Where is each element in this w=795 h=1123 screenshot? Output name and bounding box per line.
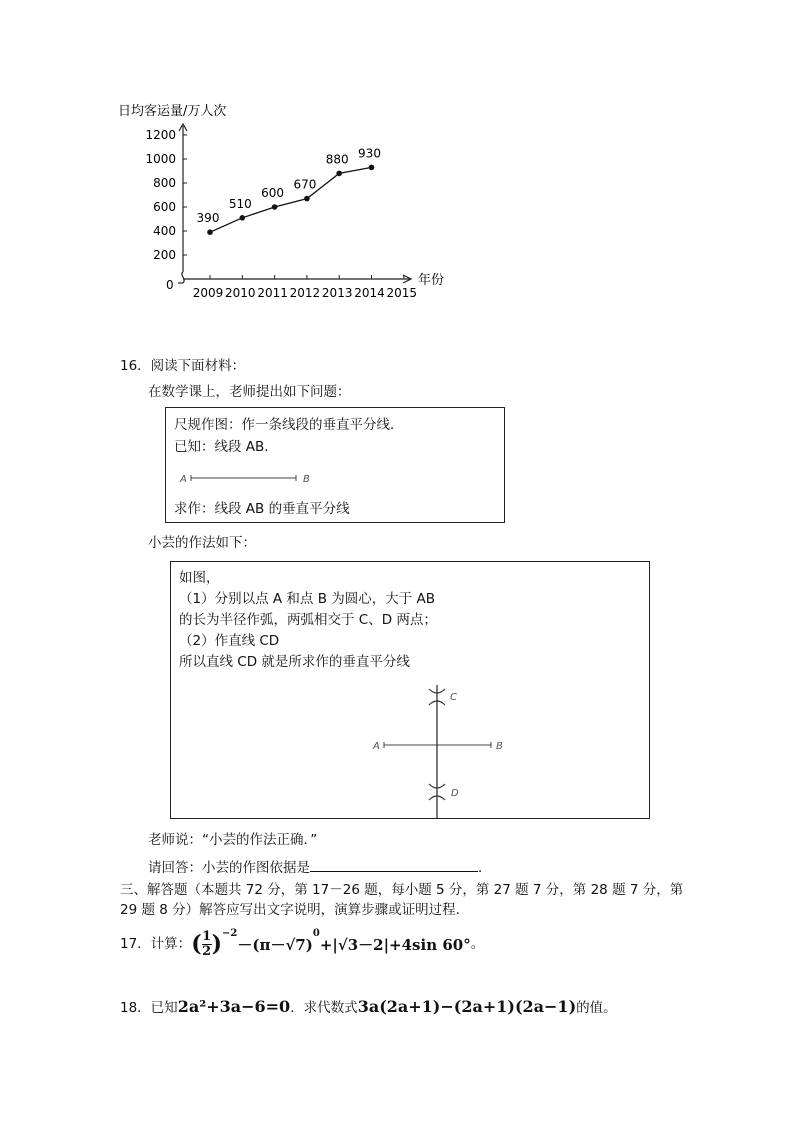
data-point: [240, 215, 246, 221]
x-tick-label: 2010: [225, 286, 256, 300]
q17-paren-open: (: [191, 931, 202, 957]
q17-exp-zero: 0: [312, 928, 320, 939]
teacher-comment: 老师说：“小芸的作法正确．”: [148, 832, 318, 848]
problem-line3: 求作：线段 AB 的垂直平分线: [174, 501, 350, 517]
data-point: [369, 165, 375, 171]
answer-blank[interactable]: [310, 858, 478, 872]
method-line3: 的长为半径作弧，两弧相交于 C、D 两点；: [179, 612, 437, 628]
q17-end: 。: [470, 936, 485, 952]
q16-intro: 在数学课上，老师提出如下问题：: [148, 384, 351, 400]
problem-box: [165, 407, 505, 523]
method-line1: 如图，: [179, 570, 220, 586]
y-tick-label: 1000: [145, 152, 176, 166]
data-label: 880: [325, 152, 349, 167]
y-tick-label: 400: [153, 224, 176, 238]
data-label: 600: [261, 186, 285, 200]
method-line5: 所以直线 CD 就是所求作的垂直平分线: [179, 654, 410, 670]
q17-number: 17．计算：: [120, 936, 192, 952]
q18-number: 18．已知: [120, 1000, 178, 1016]
q16-question-text: 请回答：小芸的作图依据是: [148, 860, 310, 876]
data-label: 670: [293, 177, 317, 192]
problem-line1: 尺规作图：作一条线段的垂直平分线．: [174, 417, 404, 433]
section3-line1: 三、解答题（本题共 72 分，第 17－26 题，每小题 5 分，第 27 题 7 分，第 28 题 7 分，第: [120, 882, 684, 898]
y-tick-label: 1200: [145, 128, 176, 142]
q18-end: 的值。: [576, 1000, 617, 1016]
q17-paren-close: ): [211, 931, 223, 957]
q17-frac-den: 2: [202, 943, 212, 959]
y-tick-label: 200: [153, 248, 176, 262]
method-intro: 小芸的作法如下：: [148, 535, 256, 551]
data-point: [304, 196, 310, 202]
q16-number: 16．阅读下面材料：: [120, 358, 246, 374]
q17-expr-part2: +|√3－2|+4sin 60°: [319, 935, 471, 954]
chart-ylabel: 日均客运量/万人次: [118, 104, 227, 119]
data-point: [272, 204, 278, 210]
data-point: [336, 171, 342, 177]
method-line2: （1）分别以点 A 和点 B 为圆心，大于 AB: [179, 591, 436, 607]
q18-equation: 2a²+3a−6=0: [177, 997, 291, 1016]
x-tick-label: 2011: [257, 286, 288, 300]
data-label: 510: [228, 196, 252, 211]
fig-label-c: C: [450, 692, 457, 703]
q18-middle: ．求代数式: [290, 1000, 358, 1016]
q16-question: [148, 858, 492, 877]
label-a: A: [180, 474, 187, 485]
y-tick-label: 600: [153, 200, 176, 214]
chart-origin-label: 0: [166, 278, 174, 292]
y-axis-break: [182, 272, 184, 283]
data-label: 390: [196, 211, 220, 226]
method-box: [170, 561, 650, 819]
fig-label-d: D: [451, 788, 459, 799]
label-b: B: [303, 474, 310, 485]
data-label: 930: [358, 146, 381, 161]
q17-expr-part1: －(π－√7): [237, 935, 313, 954]
x-tick-label: 2014: [354, 286, 385, 300]
x-tick-label: 2012: [289, 286, 321, 300]
y-tick-label: 800: [153, 176, 176, 190]
passenger-volume-chart: [0, 0, 795, 320]
q17-exp-neg2: −2: [222, 928, 238, 939]
q18-expression: 3a(2a+1)−(2a+1)(2a−1): [357, 997, 577, 1016]
q18: [120, 997, 617, 1017]
chart-xlabel: 年份: [418, 273, 445, 288]
section3-line2: 29 题 8 分）解答应写出文字说明，演算步骤或证明过程．: [120, 902, 470, 918]
q17-frac-num: 1: [202, 928, 212, 944]
perpendicular-bisector-figure: [361, 680, 511, 820]
q16-question-end: ．: [478, 860, 492, 876]
q17: [120, 924, 484, 964]
method-line4: （2）作直线 CD: [179, 633, 280, 649]
fig-label-a: A: [373, 741, 380, 752]
data-point: [207, 229, 213, 235]
problem-line2: 已知：线段 AB．: [174, 439, 278, 455]
x-tick-label: 2009: [192, 286, 224, 300]
q17-fraction: [202, 930, 212, 959]
fig-label-b: B: [496, 741, 503, 752]
x-tick-label: 2013: [321, 286, 353, 300]
segment-ab-figure: [166, 466, 366, 490]
x-tick-label: 2015: [386, 286, 418, 300]
